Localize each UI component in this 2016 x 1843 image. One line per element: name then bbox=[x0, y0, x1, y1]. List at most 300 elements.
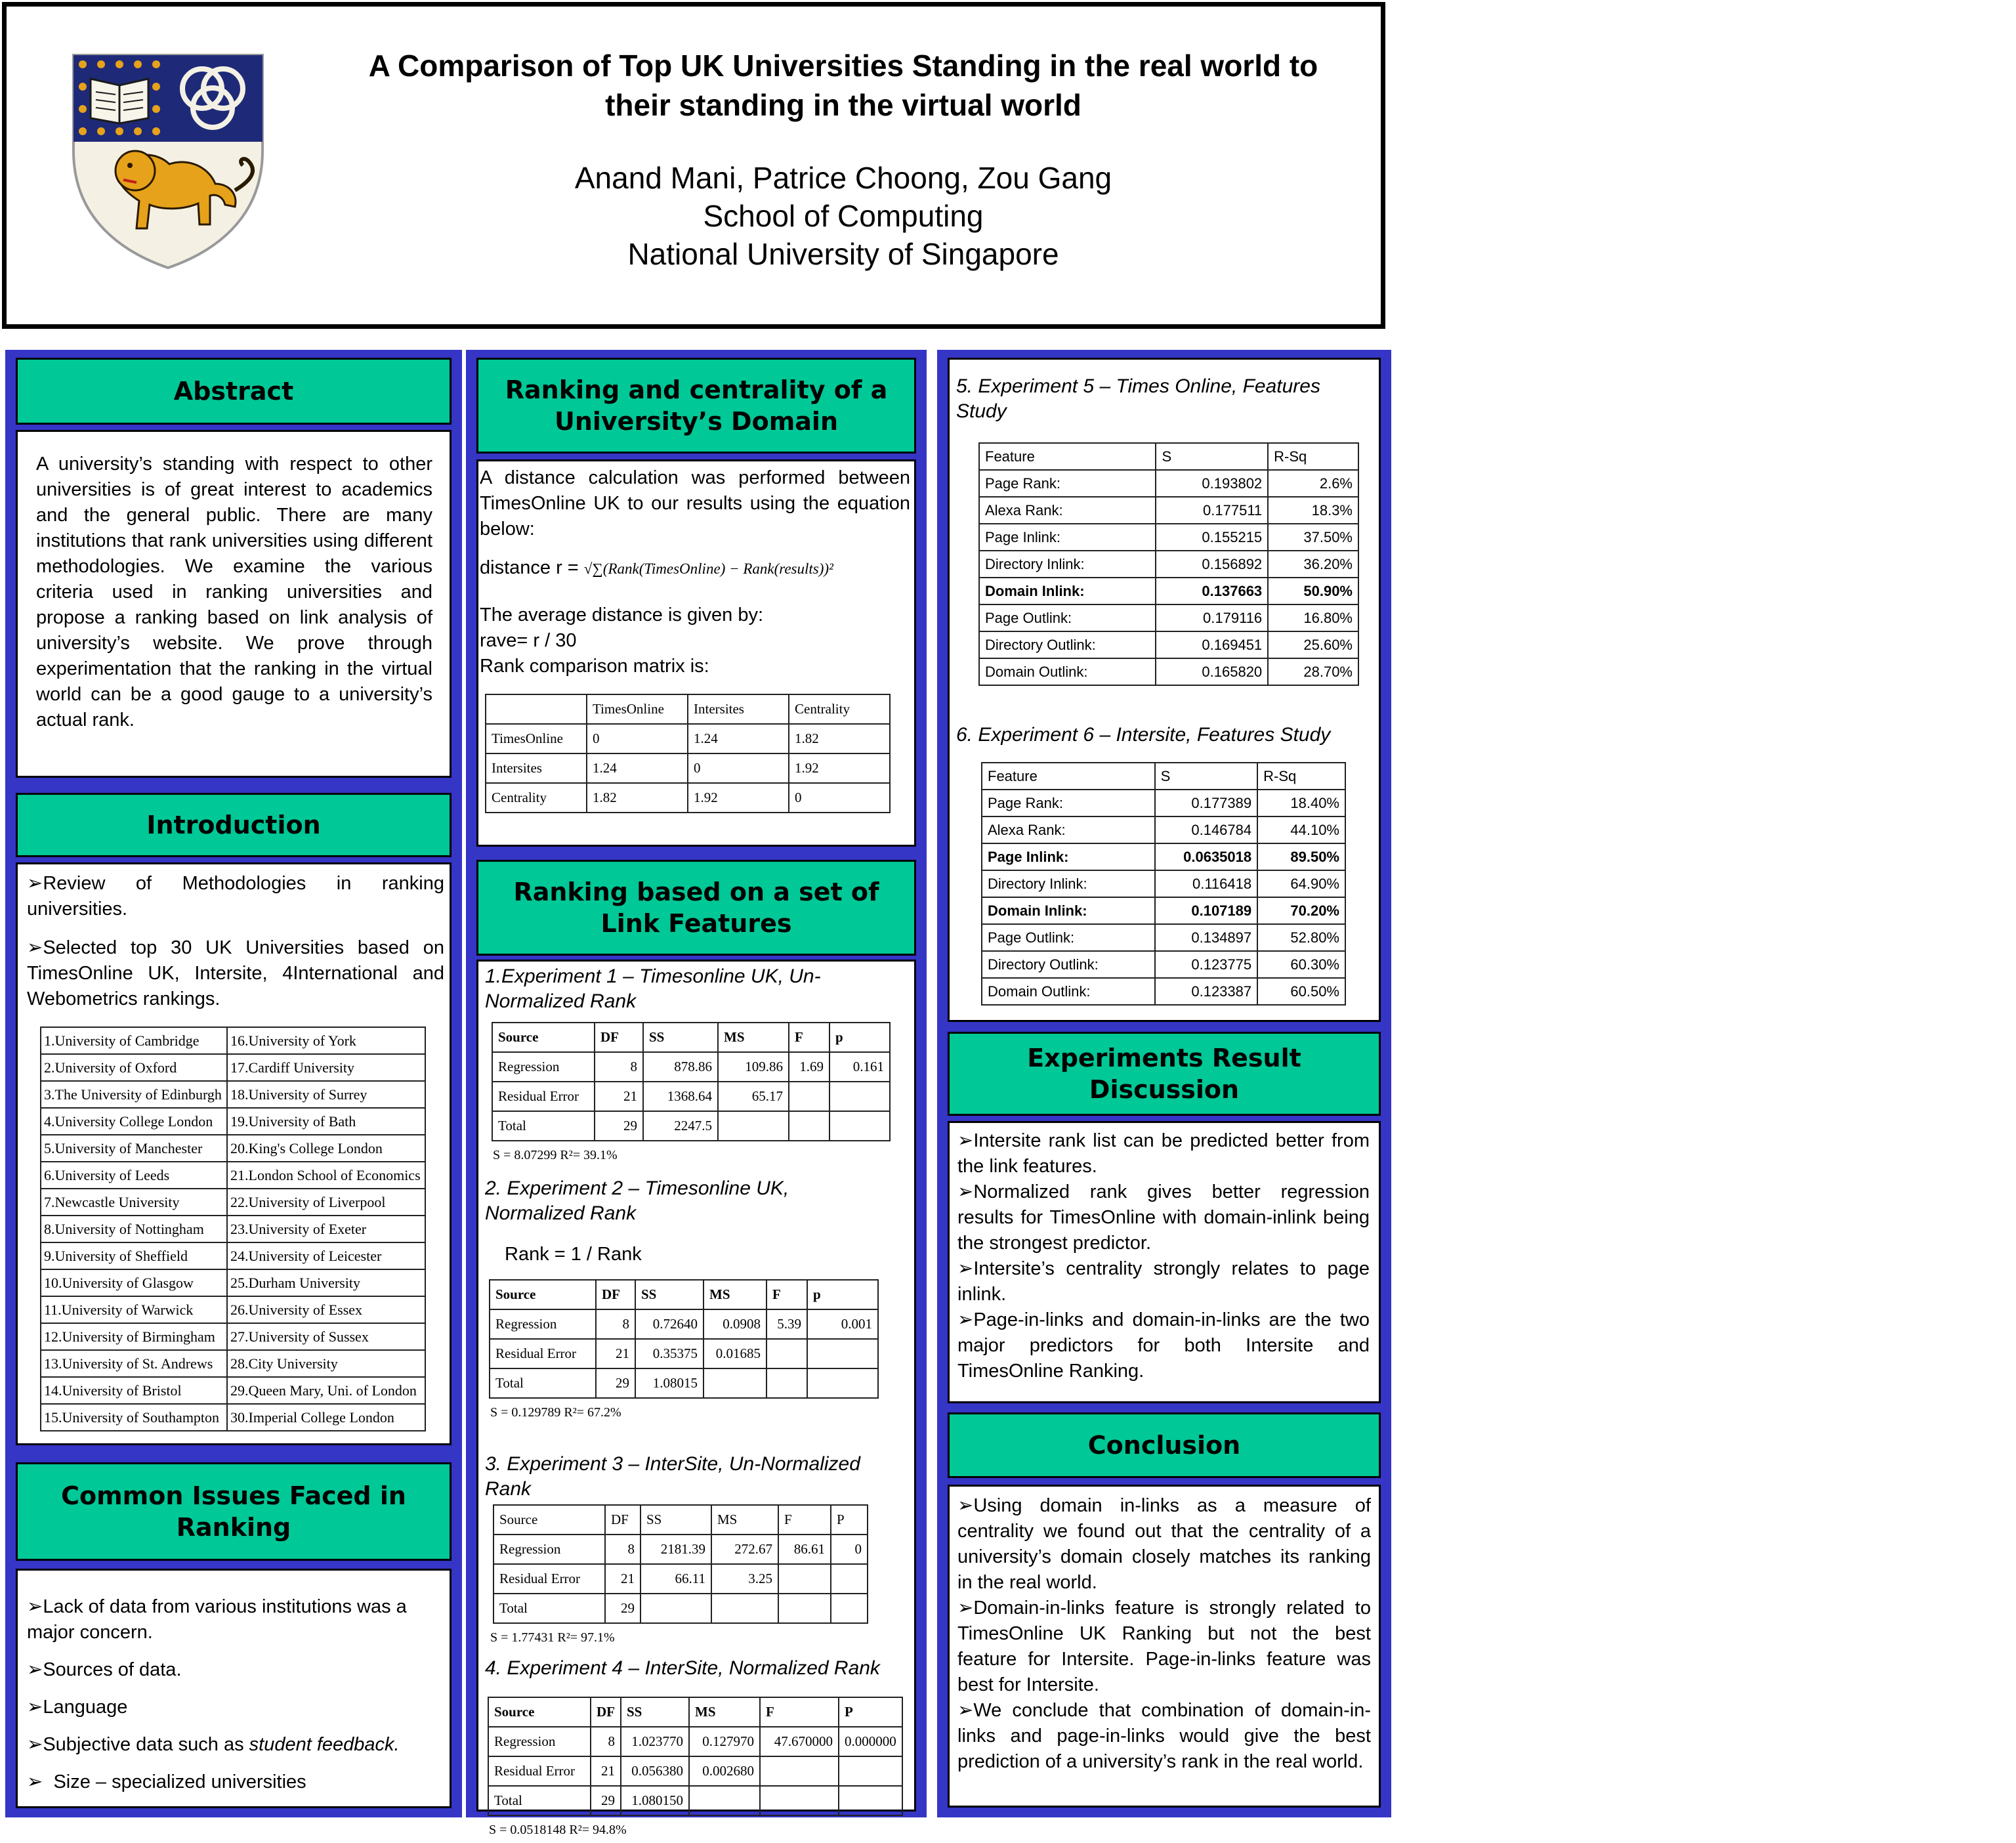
conclusion-bullet-2: ➢Domain-in-links feature is strongly related to TimesOnline UK Ranking but not the best feature for Intersite. Page-in-links feature was best for Intersite. bbox=[957, 1598, 1371, 1695]
table-row bbox=[41, 1162, 425, 1189]
table-row bbox=[41, 1189, 425, 1216]
table-cell: 109.86 bbox=[718, 1052, 789, 1082]
table-row bbox=[492, 1082, 890, 1111]
table-row bbox=[982, 843, 1345, 870]
table-cell: 1.69 bbox=[789, 1052, 830, 1082]
universities-table bbox=[40, 1027, 426, 1431]
table-cell bbox=[807, 1339, 878, 1368]
table-row bbox=[41, 1135, 425, 1162]
table-cell: 70.20% bbox=[1257, 897, 1345, 924]
table-cell: 272.67 bbox=[711, 1535, 778, 1564]
table-cell: 11.University of Warwick bbox=[41, 1296, 227, 1323]
table-row bbox=[494, 1564, 868, 1594]
discussion-bullet-2: ➢Normalized rank gives better regression results for TimesOnline with domain-inlink being the strongest predictor. bbox=[957, 1181, 1370, 1254]
table-header-cell: p bbox=[807, 1280, 878, 1309]
table-cell: 3.The University of Edinburgh bbox=[41, 1081, 227, 1108]
table-cell: Alexa Rank: bbox=[979, 497, 1156, 524]
bullet-arrow-icon: ➢ bbox=[957, 1181, 974, 1202]
table-row bbox=[982, 897, 1345, 924]
centrality-intro: A distance calculation was performed between TimesOnline UK to our results using the equation below: bbox=[480, 467, 910, 540]
table-cell: 66.11 bbox=[640, 1564, 711, 1594]
table-cell bbox=[831, 1564, 868, 1594]
table-cell: 1.92 bbox=[789, 753, 890, 783]
table-cell: 0 bbox=[688, 753, 789, 783]
issue-bullet-5: ➢ Size – specialized universities bbox=[27, 1771, 306, 1792]
table-cell: 0.156892 bbox=[1156, 551, 1268, 578]
table-cell: 1.24 bbox=[688, 724, 789, 753]
table-cell: 0.001 bbox=[807, 1309, 878, 1339]
table-cell: 2181.39 bbox=[640, 1535, 711, 1564]
table-cell: Page Rank: bbox=[982, 790, 1155, 816]
table-cell: Directory Outlink: bbox=[982, 951, 1155, 978]
table-cell: 50.90% bbox=[1268, 578, 1358, 604]
table-row bbox=[979, 497, 1358, 524]
table-cell: 0.177511 bbox=[1156, 497, 1268, 524]
table-cell: 0 bbox=[831, 1535, 868, 1564]
abstract-text: A university’s standing with respect to other universities is of great interest to academics and the general public. There are many institutions that rank universities using different methodologies. We examine the various criteria used in ranking universities and propose a ranking based on link analysis of university’s website. We prove through experimentation that the ranking in the virtual world can be a good gauge to a university’s actual rank. bbox=[36, 454, 432, 731]
table-cell: Page Inlink: bbox=[979, 524, 1156, 551]
table-header-cell: P bbox=[831, 1505, 868, 1535]
table-cell: 26.University of Essex bbox=[227, 1296, 425, 1323]
table-header-cell: TimesOnline bbox=[587, 694, 688, 724]
table-header-cell: Source bbox=[488, 1697, 591, 1727]
table-row bbox=[494, 1594, 868, 1623]
table-row bbox=[979, 658, 1358, 685]
table-cell bbox=[789, 1111, 830, 1141]
table-cell: 52.80% bbox=[1257, 924, 1345, 951]
table-cell: 12.University of Birmingham bbox=[41, 1323, 227, 1350]
bullet-arrow-icon: ➢ bbox=[27, 873, 43, 894]
table-cell: 20.King's College London bbox=[227, 1135, 425, 1162]
table-row bbox=[979, 470, 1358, 497]
table-header-cell: DF bbox=[596, 1280, 635, 1309]
table-cell: Directory Inlink: bbox=[979, 551, 1156, 578]
bullet-arrow-icon: ➢ bbox=[957, 1309, 974, 1330]
table-cell: 7.Newcastle University bbox=[41, 1189, 227, 1216]
exp1-stats: S = 8.07299 R²= 39.1% bbox=[493, 1148, 618, 1162]
table-cell: 8.University of Nottingham bbox=[41, 1216, 227, 1242]
table-row bbox=[982, 951, 1345, 978]
table-cell: Page Outlink: bbox=[979, 604, 1156, 631]
table-cell: Alexa Rank: bbox=[982, 816, 1155, 843]
table-cell: 15.University of Southampton bbox=[41, 1404, 227, 1431]
table-cell bbox=[760, 1756, 839, 1786]
title-line-2: their standing in the virtual world bbox=[605, 88, 1082, 122]
table-cell: 60.30% bbox=[1257, 951, 1345, 978]
table-row bbox=[982, 870, 1345, 897]
table-header-cell: F bbox=[766, 1280, 807, 1309]
table-cell: 17.Cardiff University bbox=[227, 1054, 425, 1081]
intro-bullet-2: ➢Selected top 30 UK Universities based on TimesOnline UK, Intersite, 4International and Webometrics rankings. bbox=[27, 937, 444, 1009]
table-cell bbox=[831, 1594, 868, 1623]
table-row bbox=[488, 1727, 902, 1756]
conclusion-heading: Conclusion bbox=[948, 1412, 1381, 1478]
table-row bbox=[490, 1339, 878, 1368]
table-cell: 16.University of York bbox=[227, 1027, 425, 1054]
table-cell: Residual Error bbox=[490, 1339, 596, 1368]
table-cell: 0.056380 bbox=[621, 1756, 689, 1786]
table-row bbox=[486, 724, 890, 753]
features-body bbox=[948, 358, 1381, 1022]
table-cell: Directory Inlink: bbox=[982, 870, 1155, 897]
table-header-row bbox=[486, 694, 890, 724]
table-cell: 0 bbox=[587, 724, 688, 753]
table-cell: 878.86 bbox=[643, 1052, 718, 1082]
table-cell: 13.University of St. Andrews bbox=[41, 1350, 227, 1377]
introduction-body bbox=[16, 862, 452, 1445]
table-cell: 0.0908 bbox=[704, 1309, 766, 1339]
table-cell: 0.002680 bbox=[689, 1756, 760, 1786]
issues-heading: Common Issues Faced in Ranking bbox=[16, 1462, 452, 1561]
table-header-cell: S bbox=[1155, 763, 1258, 790]
table-cell: 0.155215 bbox=[1156, 524, 1268, 551]
table-header-cell: Intersites bbox=[688, 694, 789, 724]
table-row bbox=[41, 1216, 425, 1242]
table-cell: 89.50% bbox=[1257, 843, 1345, 870]
table-header-cell: Feature bbox=[979, 443, 1156, 470]
table-row bbox=[41, 1081, 425, 1108]
table-cell: 1.24 bbox=[587, 753, 688, 783]
table-header-cell: F bbox=[760, 1697, 839, 1727]
distance-equation: distance r = √∑(Rank(TimesOnline) − Rank(results))² bbox=[480, 557, 833, 578]
table-cell: 8 bbox=[605, 1535, 640, 1564]
table-cell: Directory Outlink: bbox=[979, 631, 1156, 658]
table-row bbox=[488, 1786, 902, 1815]
table-cell: 2.University of Oxford bbox=[41, 1054, 227, 1081]
table-cell: 0.107189 bbox=[1155, 897, 1258, 924]
table-cell: 9.University of Sheffield bbox=[41, 1242, 227, 1269]
table-row bbox=[41, 1296, 425, 1323]
table-header-cell: Source bbox=[494, 1505, 605, 1535]
table-row bbox=[41, 1027, 425, 1054]
discussion-body bbox=[948, 1121, 1381, 1403]
table-cell bbox=[711, 1594, 778, 1623]
table-cell: 27.University of Sussex bbox=[227, 1323, 425, 1350]
table-row bbox=[979, 551, 1358, 578]
table-row bbox=[488, 1756, 902, 1786]
table-row bbox=[41, 1269, 425, 1296]
table-cell: 18.University of Surrey bbox=[227, 1081, 425, 1108]
exp4-table bbox=[488, 1697, 903, 1816]
table-header-cell: SS bbox=[640, 1505, 711, 1535]
table-header-row bbox=[488, 1697, 902, 1727]
table-header-cell: SS bbox=[621, 1697, 689, 1727]
table-cell: 21 bbox=[596, 1339, 635, 1368]
table-header-cell: SS bbox=[635, 1280, 704, 1309]
table-cell: 2.6% bbox=[1268, 470, 1358, 497]
conclusion-bullet-1: ➢Using domain in-links as a measure of centrality we found out that the centrality of a university’s domain closely matches its ranking in the real world. bbox=[957, 1495, 1371, 1593]
table-cell: 8 bbox=[596, 1309, 635, 1339]
table-cell bbox=[830, 1111, 890, 1141]
intro-bullet-1: ➢Review of Methodologies in ranking universities. bbox=[27, 873, 444, 920]
table-row bbox=[982, 978, 1345, 1005]
table-cell: Page Outlink: bbox=[982, 924, 1155, 951]
table-cell: 19.University of Bath bbox=[227, 1108, 425, 1135]
discussion-bullet-3: ➢Intersite’s centrality strongly relates to page inlink. bbox=[957, 1258, 1370, 1305]
bullet-arrow-icon: ➢ bbox=[957, 1598, 974, 1619]
table-header-cell: Centrality bbox=[789, 694, 890, 724]
abstract-heading: Abstract bbox=[16, 358, 452, 425]
table-header-row bbox=[490, 1280, 878, 1309]
table-cell: 1.University of Cambridge bbox=[41, 1027, 227, 1054]
bullet-arrow-icon: ➢ bbox=[27, 1734, 43, 1755]
table-header-cell: SS bbox=[643, 1023, 718, 1052]
table-cell: 5.39 bbox=[766, 1309, 807, 1339]
table-cell: Total bbox=[494, 1594, 605, 1623]
authors: Anand Mani, Patrice Choong, Zou Gang bbox=[574, 161, 1112, 195]
exp5-table bbox=[978, 442, 1359, 686]
table-cell: 2247.5 bbox=[643, 1111, 718, 1141]
table-cell: 44.10% bbox=[1257, 816, 1345, 843]
table-row bbox=[41, 1054, 425, 1081]
table-cell: 0.137663 bbox=[1156, 578, 1268, 604]
table-cell bbox=[718, 1111, 789, 1141]
table-cell: 0.146784 bbox=[1155, 816, 1258, 843]
university-crest-logo bbox=[71, 53, 265, 269]
table-header-cell: F bbox=[789, 1023, 830, 1052]
issues-body bbox=[16, 1569, 452, 1808]
link-features-body bbox=[476, 960, 916, 1837]
link-features-heading: Ranking based on a set of Link Features bbox=[476, 860, 916, 956]
table-cell: 0.134897 bbox=[1155, 924, 1258, 951]
table-row bbox=[41, 1404, 425, 1431]
table-cell: 29.Queen Mary, Uni. of London bbox=[227, 1377, 425, 1404]
table-cell: 23.University of Exeter bbox=[227, 1216, 425, 1242]
table-header-cell: p bbox=[830, 1023, 890, 1052]
bullet-arrow-icon: ➢ bbox=[957, 1130, 974, 1151]
bullet-arrow-icon: ➢ bbox=[957, 1258, 974, 1279]
table-row bbox=[979, 524, 1358, 551]
table-cell bbox=[766, 1368, 807, 1398]
bullet-arrow-icon: ➢ bbox=[27, 1659, 43, 1680]
issue-bullet-1: ➢Lack of data from various institutions was a major concern. bbox=[27, 1596, 407, 1643]
table-cell: Residual Error bbox=[494, 1564, 605, 1594]
table-row bbox=[492, 1052, 890, 1082]
bullet-arrow-icon: ➢ bbox=[957, 1495, 974, 1516]
table-cell: 1.92 bbox=[688, 783, 789, 813]
table-cell: 28.70% bbox=[1268, 658, 1358, 685]
table-cell bbox=[830, 1082, 890, 1111]
table-cell: 3.25 bbox=[711, 1564, 778, 1594]
issue-bullet-3: ➢Language bbox=[27, 1697, 128, 1718]
bullet-arrow-icon: ➢ bbox=[27, 1697, 43, 1718]
table-row bbox=[492, 1111, 890, 1141]
table-cell: 24.University of Leicester bbox=[227, 1242, 425, 1269]
table-row bbox=[982, 816, 1345, 843]
table-row bbox=[41, 1108, 425, 1135]
bullet-arrow-icon: ➢ bbox=[957, 1700, 974, 1721]
exp3-stats: S = 1.77431 R²= 97.1% bbox=[490, 1630, 615, 1645]
university: National University of Singapore bbox=[627, 237, 1059, 271]
table-cell bbox=[778, 1594, 831, 1623]
table-cell: 60.50% bbox=[1257, 978, 1345, 1005]
table-cell: Total bbox=[492, 1111, 595, 1141]
table-cell: 29 bbox=[595, 1111, 643, 1141]
table-cell: Regression bbox=[490, 1309, 596, 1339]
table-cell: Domain Inlink: bbox=[982, 897, 1155, 924]
centrality-heading: Ranking and centrality of a University’s Domain bbox=[476, 358, 916, 454]
table-header-cell: DF bbox=[595, 1023, 643, 1052]
table-cell: 0.161 bbox=[830, 1052, 890, 1082]
table-cell: Regression bbox=[492, 1052, 595, 1082]
table-row bbox=[979, 631, 1358, 658]
table-header-cell: Source bbox=[492, 1023, 595, 1052]
matrix-label: Rank comparison matrix is: bbox=[480, 656, 709, 677]
table-row bbox=[490, 1368, 878, 1398]
table-header-cell: DF bbox=[605, 1505, 640, 1535]
bullet-arrow-icon: ➢ bbox=[27, 1771, 43, 1792]
table-cell bbox=[766, 1339, 807, 1368]
table-cell bbox=[640, 1594, 711, 1623]
table-cell: 22.University of Liverpool bbox=[227, 1189, 425, 1216]
table-cell: 8 bbox=[595, 1052, 643, 1082]
exp3-title: 3. Experiment 3 – InterSite, Un-Normalized Rank bbox=[485, 1453, 860, 1500]
table-row bbox=[41, 1350, 425, 1377]
rank-comparison-matrix bbox=[485, 694, 891, 813]
table-cell: 1.080150 bbox=[621, 1786, 689, 1815]
table-header-cell: MS bbox=[711, 1505, 778, 1535]
table-cell: 28.City University bbox=[227, 1350, 425, 1377]
table-header-cell: R-Sq bbox=[1268, 443, 1358, 470]
table-cell: 10.University of Glasgow bbox=[41, 1269, 227, 1296]
table-row bbox=[979, 604, 1358, 631]
table-cell: 1.023770 bbox=[621, 1727, 689, 1756]
table-cell: 25.Durham University bbox=[227, 1269, 425, 1296]
table-cell: 0.01685 bbox=[704, 1339, 766, 1368]
table-cell: 36.20% bbox=[1268, 551, 1358, 578]
table-row bbox=[490, 1309, 878, 1339]
bullet-arrow-icon: ➢ bbox=[27, 1596, 43, 1617]
table-header-cell: DF bbox=[591, 1697, 621, 1727]
table-cell: 64.90% bbox=[1257, 870, 1345, 897]
exp4-title: 4. Experiment 4 – InterSite, Normalized Rank bbox=[485, 1657, 880, 1679]
bullet-arrow-icon: ➢ bbox=[27, 937, 43, 958]
exp6-title: 6. Experiment 6 – Intersite, Features Study bbox=[956, 724, 1331, 746]
table-cell bbox=[689, 1786, 760, 1815]
table-cell bbox=[789, 1082, 830, 1111]
table-cell: 1.82 bbox=[789, 724, 890, 753]
poster-title bbox=[243, 46, 1444, 125]
avg-label: The average distance is given by: bbox=[480, 604, 764, 625]
table-header-row bbox=[494, 1505, 868, 1535]
table-row bbox=[979, 578, 1358, 604]
table-row bbox=[982, 924, 1345, 951]
table-cell: Regression bbox=[488, 1727, 591, 1756]
exp1-table bbox=[492, 1022, 891, 1141]
table-header-row bbox=[492, 1023, 890, 1052]
authors-block bbox=[243, 159, 1444, 273]
table-cell: Page Rank: bbox=[979, 470, 1156, 497]
issue-bullet-2: ➢Sources of data. bbox=[27, 1659, 182, 1680]
centrality-body bbox=[476, 459, 916, 847]
table-cell: Total bbox=[488, 1786, 591, 1815]
discussion-bullet-1: ➢Intersite rank list can be predicted better from the link features. bbox=[957, 1130, 1370, 1177]
table-cell: 0.35375 bbox=[635, 1339, 704, 1368]
table-cell: 29 bbox=[605, 1594, 640, 1623]
table-cell: 1368.64 bbox=[643, 1082, 718, 1111]
table-row bbox=[41, 1377, 425, 1404]
table-cell: 0.169451 bbox=[1156, 631, 1268, 658]
conclusion-body bbox=[948, 1485, 1381, 1808]
table-header-cell: R-Sq bbox=[1257, 763, 1345, 790]
table-cell: 0.123387 bbox=[1155, 978, 1258, 1005]
table-cell bbox=[778, 1564, 831, 1594]
table-cell: 0.123775 bbox=[1155, 951, 1258, 978]
exp1-title: 1.Experiment 1 – Timesonline UK, Un-Normalized Rank bbox=[485, 965, 821, 1012]
table-row bbox=[494, 1535, 868, 1564]
table-header-cell: MS bbox=[689, 1697, 760, 1727]
table-header-cell: P bbox=[839, 1697, 902, 1727]
table-cell: 21 bbox=[605, 1564, 640, 1594]
exp6-table bbox=[981, 762, 1346, 1006]
table-cell: 0.116418 bbox=[1155, 870, 1258, 897]
table-cell: 0.165820 bbox=[1156, 658, 1268, 685]
table-cell: 25.60% bbox=[1268, 631, 1358, 658]
table-cell bbox=[760, 1786, 839, 1815]
title-line-1: A Comparison of Top UK Universities Standing in the real world to bbox=[368, 49, 1318, 83]
table-header-cell bbox=[486, 694, 587, 724]
table-row bbox=[41, 1323, 425, 1350]
table-cell: 65.17 bbox=[718, 1082, 789, 1111]
table-cell bbox=[704, 1368, 766, 1398]
table-cell: 21.London School of Economics bbox=[227, 1162, 425, 1189]
introduction-heading: Introduction bbox=[16, 793, 452, 857]
table-cell: 86.61 bbox=[778, 1535, 831, 1564]
table-cell: 8 bbox=[591, 1727, 621, 1756]
table-header-cell: Source bbox=[490, 1280, 596, 1309]
table-cell: 0.177389 bbox=[1155, 790, 1258, 816]
table-cell bbox=[807, 1368, 878, 1398]
table-header-cell: S bbox=[1156, 443, 1268, 470]
table-cell: 1.08015 bbox=[635, 1368, 704, 1398]
exp2-title: 2. Experiment 2 – Timesonline UK, Normalized Rank bbox=[485, 1177, 789, 1224]
table-cell: Residual Error bbox=[488, 1756, 591, 1786]
exp2-stats: S = 0.129789 R²= 67.2% bbox=[490, 1405, 621, 1420]
exp3-table bbox=[493, 1504, 868, 1624]
table-cell: 0.000000 bbox=[839, 1727, 902, 1756]
table-cell: 47.670000 bbox=[760, 1727, 839, 1756]
table-cell: Centrality bbox=[486, 783, 587, 813]
table-cell: 18.3% bbox=[1268, 497, 1358, 524]
table-row bbox=[486, 753, 890, 783]
table-cell: 0.193802 bbox=[1156, 470, 1268, 497]
table-cell: Domain Inlink: bbox=[979, 578, 1156, 604]
table-row bbox=[41, 1242, 425, 1269]
table-cell: Domain Outlink: bbox=[979, 658, 1156, 685]
table-cell: Residual Error bbox=[492, 1082, 595, 1111]
table-cell: 21 bbox=[591, 1756, 621, 1786]
table-cell: Domain Outlink: bbox=[982, 978, 1155, 1005]
table-cell: 0.0635018 bbox=[1155, 843, 1258, 870]
table-header-cell: F bbox=[778, 1505, 831, 1535]
table-cell: 4.University College London bbox=[41, 1108, 227, 1135]
table-header-cell: MS bbox=[704, 1280, 766, 1309]
table-cell: Page Inlink: bbox=[982, 843, 1155, 870]
table-cell: 37.50% bbox=[1268, 524, 1358, 551]
table-header-cell: MS bbox=[718, 1023, 789, 1052]
table-cell: 21 bbox=[595, 1082, 643, 1111]
department: School of Computing bbox=[703, 199, 984, 233]
table-row bbox=[486, 783, 890, 813]
table-cell: TimesOnline bbox=[486, 724, 587, 753]
issue-bullet-4: ➢Subjective data such as student feedback. bbox=[27, 1734, 400, 1755]
poster-header bbox=[2, 2, 1385, 329]
table-cell: 29 bbox=[596, 1368, 635, 1398]
table-cell bbox=[839, 1786, 902, 1815]
table-header-row bbox=[979, 443, 1358, 470]
conclusion-bullet-3: ➢We conclude that combination of domain-in-links and page-in-links would give the best prediction of a university’s rank in the real world. bbox=[957, 1700, 1371, 1772]
table-cell: 1.82 bbox=[587, 783, 688, 813]
